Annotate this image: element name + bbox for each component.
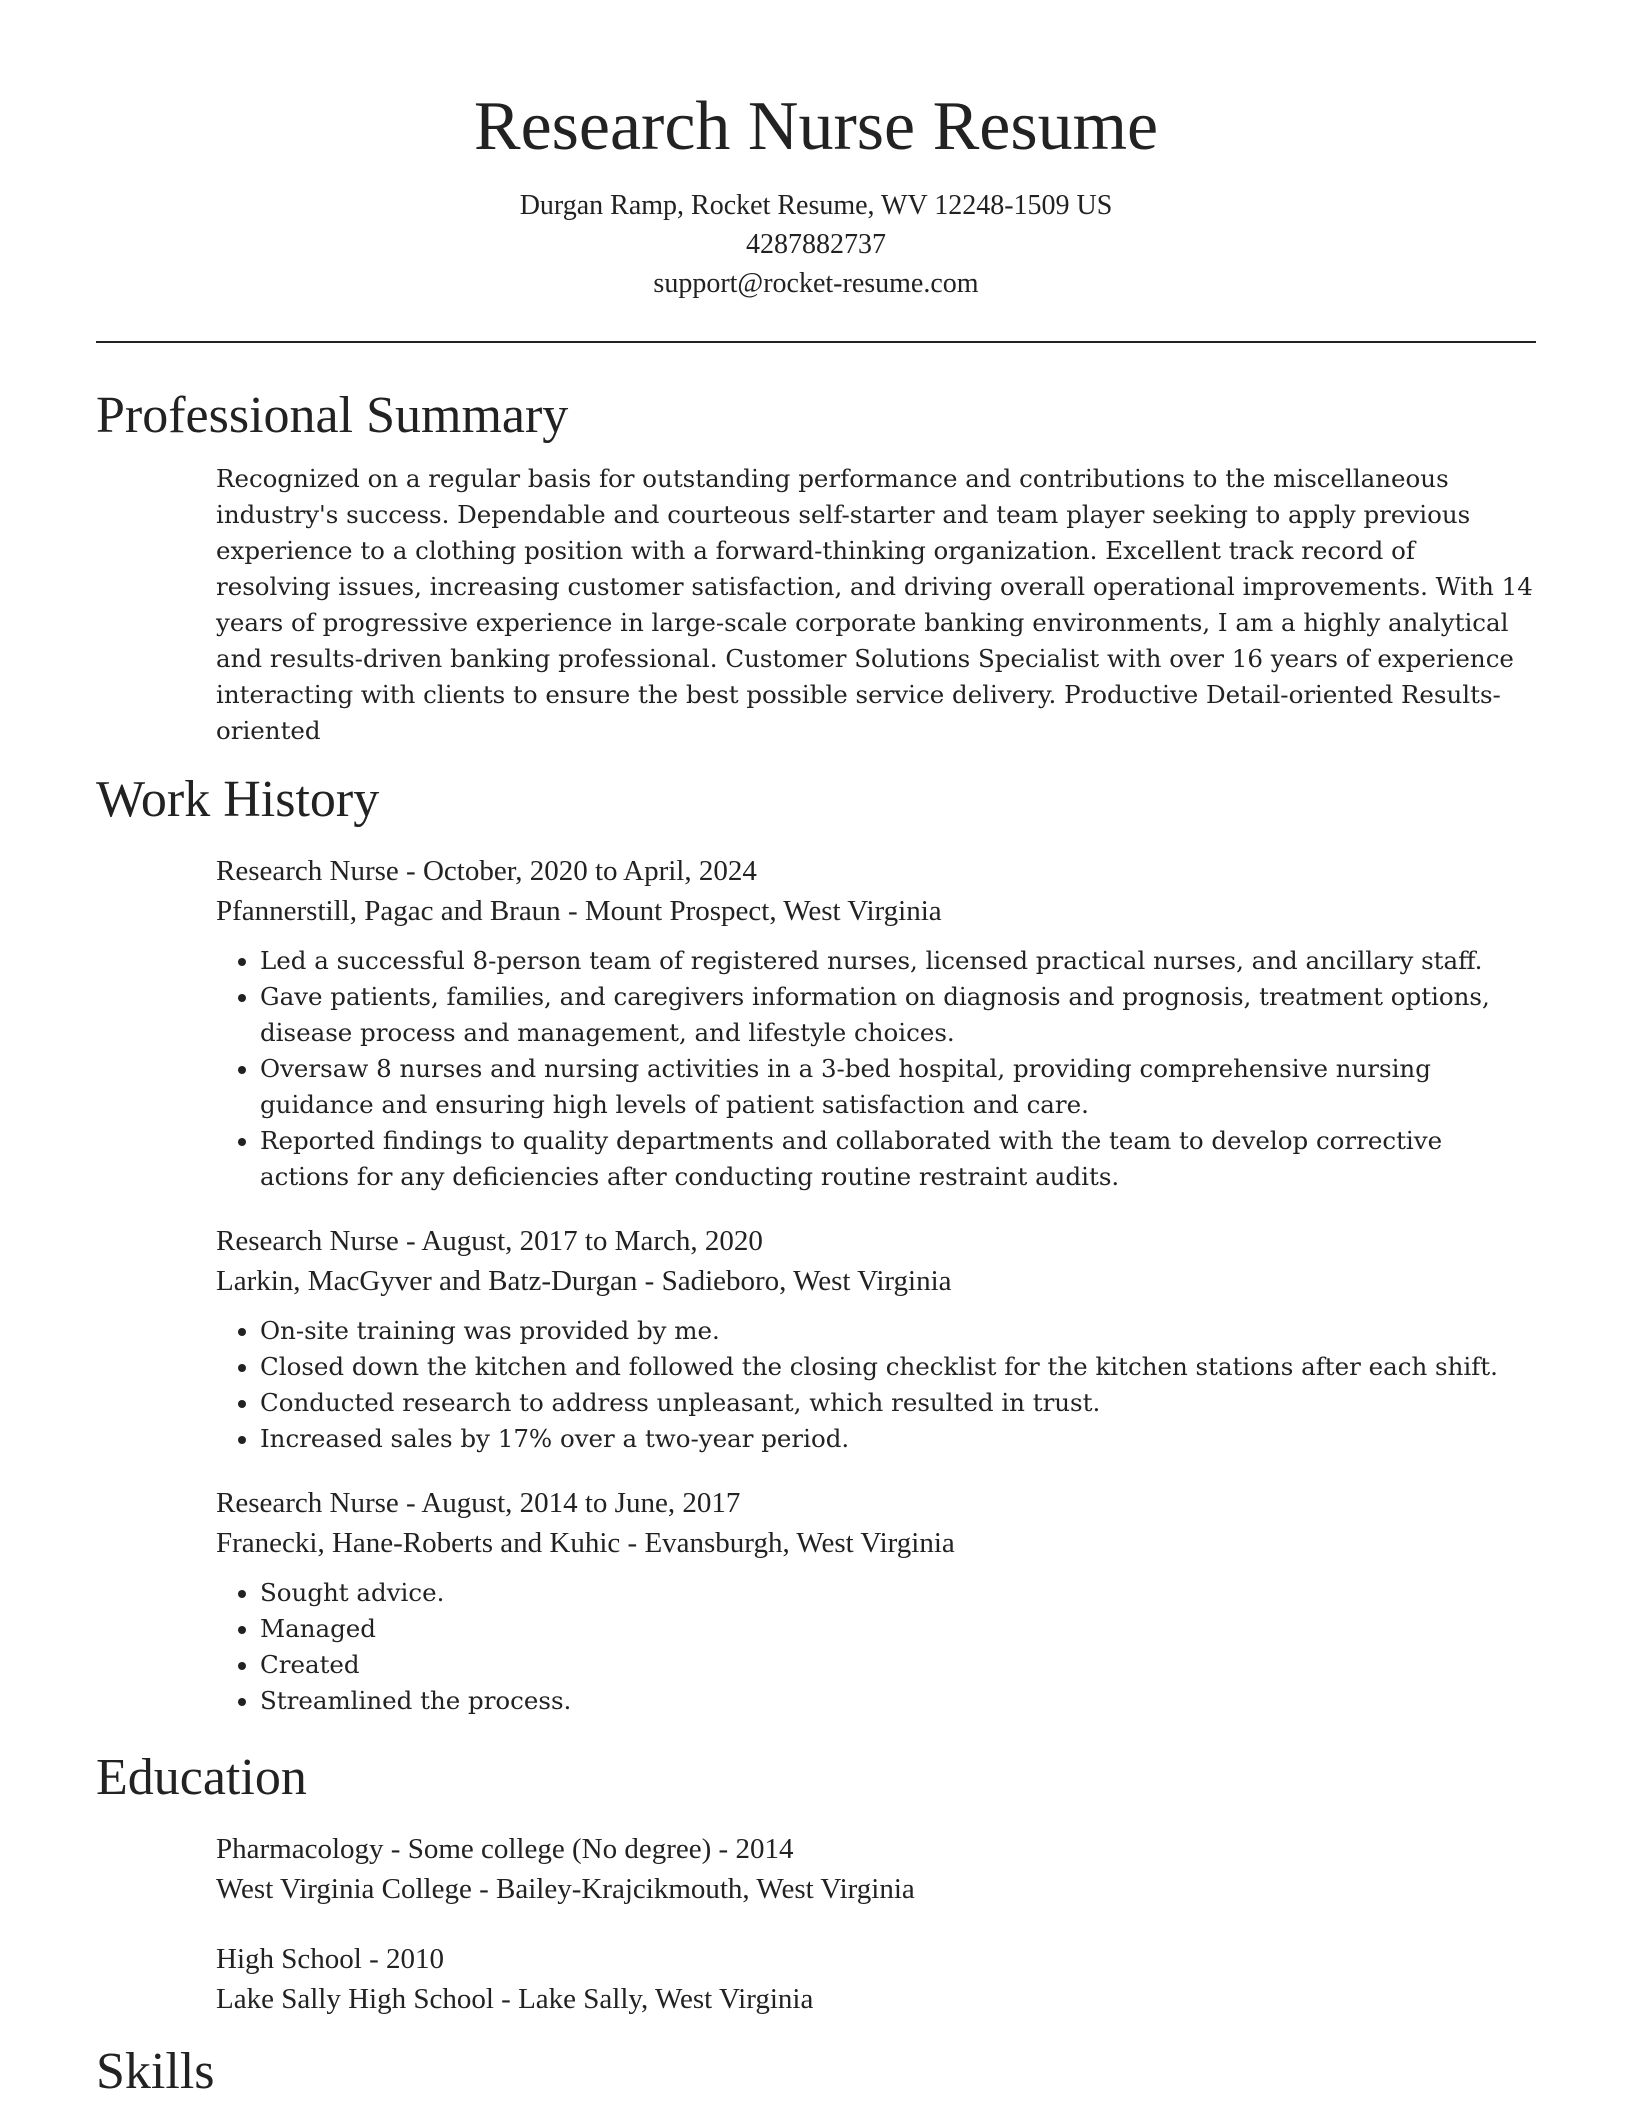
job-entry xyxy=(216,851,1536,1195)
duty-item: • Led a successful 8-person team of registered nurses, licensed practical nurses, and ancillary staff. xyxy=(260,943,1536,979)
contact-email: support@rocket-resume.com xyxy=(653,268,979,299)
job-company-line: Pfannerstill, Pagac and Braun - Mount Prospect, West Virginia xyxy=(216,895,942,927)
summary-text: Recognized on a regular basis for outstanding performance and contributions to the miscellaneous industry's success. Dependable and courteous self-starter and team player seeking to apply previous experience to a clothing position with a forward-thinking organization. Excellent track record of resolving issues, increasing customer satisfaction, and driving overall operational improvements. With 14 years of progressive experience in large-scale corporate banking environments, I am a highly analytical and results-driven banking professional. Customer Solutions Specialist with over 16 years of experience interacting with clients to ensure the best possible service delivery. Productive Detail-oriented Results-oriented xyxy=(216,464,1533,745)
education-location: Bailey-Krajcikmouth, West Virginia xyxy=(496,1873,915,1905)
job-title-line: Research Nurse - August, 2017 to March, 2020 xyxy=(216,1225,763,1257)
duty-item: • Created xyxy=(260,1647,1536,1683)
work-history-heading: Work History xyxy=(96,771,380,828)
job-dates: August, 2014 to June, 2017 xyxy=(421,1487,741,1519)
resume-page xyxy=(96,0,1536,2105)
job-company-line: Larkin, MacGyver and Batz-Durgan - Sadieboro, West Virginia xyxy=(216,1265,952,1297)
job-title-line: Research Nurse - August, 2014 to June, 2017 xyxy=(216,1487,741,1519)
duty-item: • Managed xyxy=(260,1611,1536,1647)
education-heading: Education xyxy=(96,1749,307,1806)
education-school-line: Lake Sally High School - Lake Sally, West Virginia xyxy=(216,1983,814,2015)
education-degree-line: Pharmacology - Some college (No degree) - 2014 xyxy=(216,1833,794,1865)
education-year: 2014 xyxy=(735,1833,794,1865)
job-location: Evansburgh, West Virginia xyxy=(644,1527,955,1559)
job-entry xyxy=(216,1221,1536,1457)
duty-item: • Increased sales by 17% over a two-year period. xyxy=(260,1421,1536,1457)
job-location: Mount Prospect, West Virginia xyxy=(584,895,942,927)
summary-heading: Professional Summary xyxy=(96,387,569,444)
duty-item: • Sought advice. xyxy=(260,1575,1536,1611)
education-school-line: West Virginia College - Bailey-Krajcikmouth, West Virginia xyxy=(216,1873,915,1905)
job-location: Sadieboro, West Virginia xyxy=(661,1265,952,1297)
contact-address: Durgan Ramp, Rocket Resume, WV 12248-1509 US xyxy=(519,190,1113,221)
education-entry xyxy=(216,1939,1536,2019)
job-duties xyxy=(216,943,1536,1195)
education-field: High School xyxy=(216,1943,362,1975)
job-position: Research Nurse xyxy=(216,1487,399,1519)
job-company: Larkin, MacGyver and Batz-Durgan xyxy=(216,1265,638,1297)
job-company-line: Franecki, Hane-Roberts and Kuhic - Evansburgh, West Virginia xyxy=(216,1527,955,1559)
header-divider xyxy=(96,341,1536,343)
job-company: Pfannerstill, Pagac and Braun xyxy=(216,895,561,927)
duty-item: • Reported findings to quality departments and collaborated with the team to develop corrective actions for any deficiencies after conducting routine restraint audits. xyxy=(260,1123,1536,1195)
work-history-list xyxy=(216,851,1536,1719)
job-title-line: Research Nurse - October, 2020 to April, 2024 xyxy=(216,855,757,887)
resume-title: Research Nurse Resume xyxy=(473,88,1159,165)
job-duties xyxy=(216,1575,1536,1719)
duty-item: • Oversaw 8 nurses and nursing activities in a 3-bed hospital, providing comprehensive nursing guidance and ensuring high levels of patient satisfaction and care. xyxy=(260,1051,1536,1123)
education-degree: Some college (No degree) xyxy=(407,1833,712,1865)
job-duties xyxy=(216,1313,1536,1457)
duty-item: • Conducted research to address unpleasant, which resulted in trust. xyxy=(260,1385,1536,1421)
job-entry xyxy=(216,1483,1536,1719)
education-school: West Virginia College xyxy=(216,1873,472,1905)
education-list xyxy=(216,1829,1536,2019)
job-company: Franecki, Hane-Roberts and Kuhic xyxy=(216,1527,621,1559)
education-year: 2010 xyxy=(385,1943,444,1975)
education-entry xyxy=(216,1829,1536,1909)
education-school: Lake Sally High School xyxy=(216,1983,494,2015)
job-dates: August, 2017 to March, 2020 xyxy=(421,1225,763,1257)
resume-header xyxy=(96,0,1536,303)
job-position: Research Nurse xyxy=(216,1225,399,1257)
job-dates: October, 2020 to April, 2024 xyxy=(422,855,757,887)
duty-item: • Gave patients, families, and caregivers information on diagnosis and prognosis, treatment options, disease process and management, and lifestyle choices. xyxy=(260,979,1536,1051)
education-degree-line: High School - 2010 xyxy=(216,1943,444,1975)
duty-item: • Closed down the kitchen and followed the closing checklist for the kitchen stations after each shift. xyxy=(260,1349,1536,1385)
contact-phone: 4287882737 xyxy=(746,229,886,260)
education-field: Pharmacology xyxy=(216,1833,384,1865)
education-location: Lake Sally, West Virginia xyxy=(518,1983,814,2015)
duty-item: • Streamlined the process. xyxy=(260,1683,1536,1719)
skills-heading: Skills xyxy=(96,2043,215,2100)
contact-block xyxy=(96,186,1536,303)
duty-item: • On-site training was provided by me. xyxy=(260,1313,1536,1349)
job-position: Research Nurse xyxy=(216,855,399,887)
